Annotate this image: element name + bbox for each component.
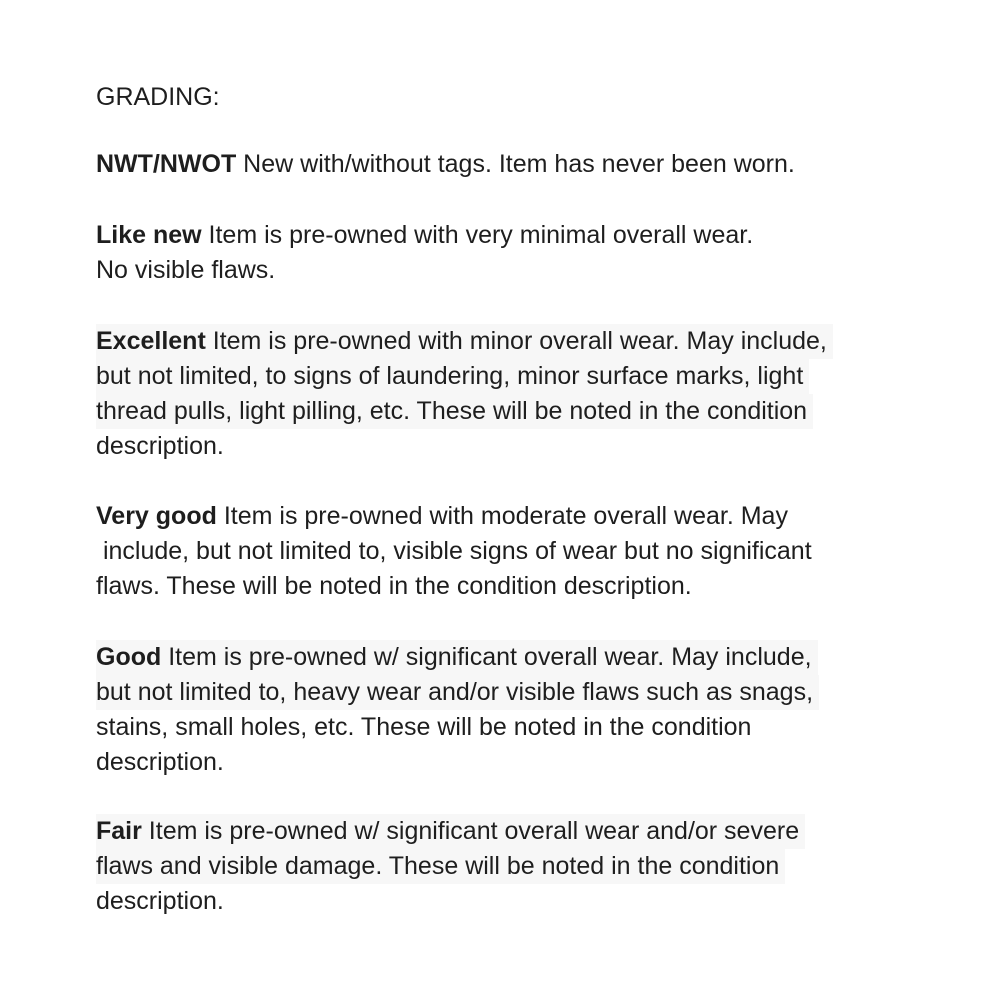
grade-name: Excellent bbox=[96, 327, 206, 355]
grade-very-good bbox=[96, 499, 812, 604]
grade-line: description. bbox=[96, 432, 224, 460]
grade-description: New with/without tags. Item has never been worn. bbox=[236, 150, 795, 178]
grade-description: Item is pre-owned with very minimal overall wear. bbox=[201, 221, 754, 249]
grade-line: but not limited to, heavy wear and/or visible flaws such as snags, bbox=[96, 675, 819, 710]
grade-line bbox=[96, 218, 753, 253]
grade-good bbox=[96, 640, 926, 780]
grade-line: description. bbox=[96, 748, 224, 776]
grade-line: stains, small holes, etc. These will be noted in the condition bbox=[96, 713, 752, 741]
grade-description: Item is pre-owned w/ significant overall wear and/or severe bbox=[141, 817, 800, 845]
grade-like-new bbox=[96, 218, 753, 288]
grade-name: Very good bbox=[96, 502, 217, 530]
grade-line: flaws. These will be noted in the condition description. bbox=[96, 572, 692, 600]
grade-line: but not limited, to signs of laundering, minor surface marks, light bbox=[96, 359, 809, 394]
grade-line bbox=[96, 324, 833, 359]
grade-description: Item is pre-owned with minor overall wear. May include, bbox=[205, 327, 827, 355]
grade-line bbox=[96, 147, 795, 182]
grade-line bbox=[96, 499, 812, 534]
grade-name: Fair bbox=[96, 817, 142, 845]
grade-name: Like new bbox=[96, 221, 202, 249]
grade-line: include, but not limited to, visible signs of wear but no significant bbox=[96, 537, 812, 565]
grade-line bbox=[96, 640, 818, 675]
grade-fair bbox=[96, 814, 926, 919]
grade-excellent bbox=[96, 324, 926, 464]
grade-line: thread pulls, light pilling, etc. These will be noted in the condition bbox=[96, 394, 813, 429]
grade-nwt-nwot bbox=[96, 147, 795, 182]
page-title: GRADING: bbox=[96, 83, 220, 111]
grade-line: No visible flaws. bbox=[96, 256, 276, 284]
grade-name: NWT/NWOT bbox=[96, 150, 237, 178]
grade-description: Item is pre-owned w/ significant overall wear. May include, bbox=[161, 643, 812, 671]
grade-description: Item is pre-owned with moderate overall wear. May bbox=[216, 502, 788, 530]
grade-line bbox=[96, 814, 805, 849]
grade-line: flaws and visible damage. These will be noted in the condition bbox=[96, 849, 785, 884]
grade-name: Good bbox=[96, 643, 162, 671]
grade-line: description. bbox=[96, 887, 224, 915]
